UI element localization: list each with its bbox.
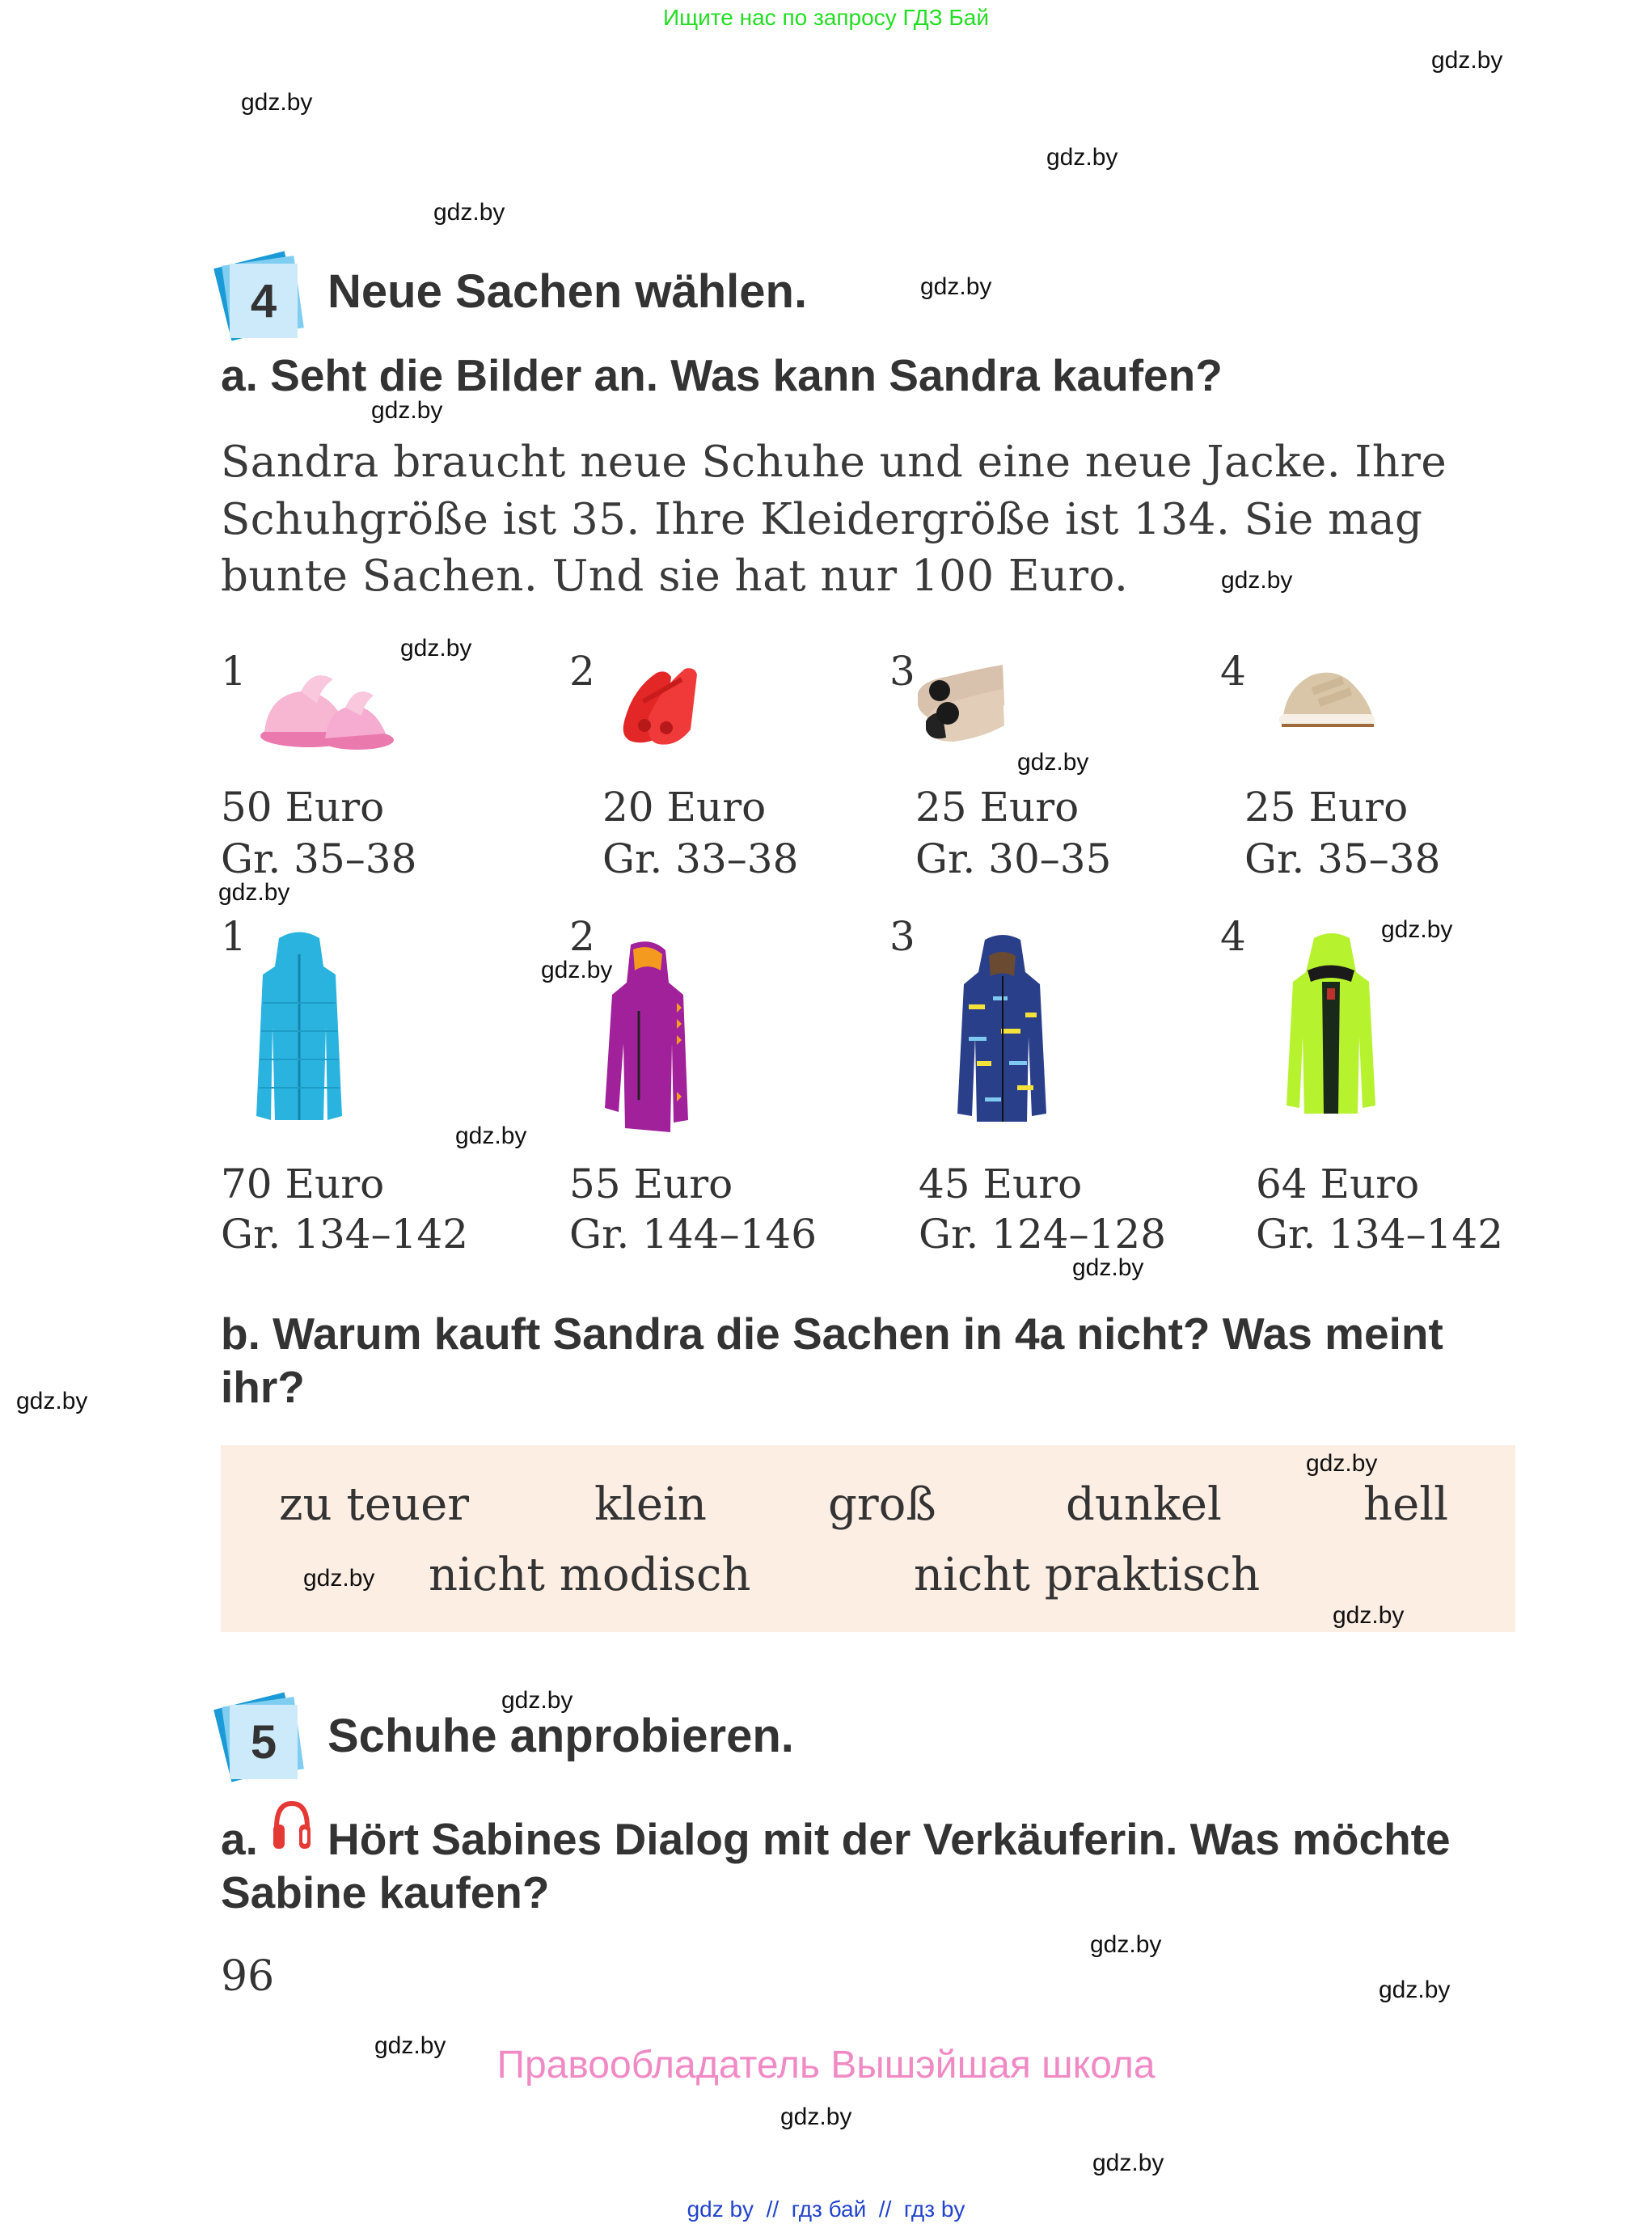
jacket-2-size: Gr. 144–146 bbox=[569, 1211, 818, 1258]
exercise-4a-question: a. Seht die Bilder an. Was kann Sandra kaufen? bbox=[221, 350, 1223, 400]
search-hint-banner: Ищите нас по запросу ГДЗ Бай bbox=[662, 5, 990, 30]
jacket-4-size: Gr. 134–142 bbox=[1256, 1211, 1504, 1258]
shoe-4-size: Gr. 35–38 bbox=[1244, 835, 1441, 882]
footer-links[interactable]: gdz by // гдз бай // гдз by bbox=[687, 2197, 965, 2222]
jacket-3-price: 45 Euro bbox=[919, 1161, 1083, 1207]
shoe-3-price: 25 Euro bbox=[915, 784, 1080, 831]
page-number: 96 bbox=[221, 1952, 275, 2001]
watermark: gdz.by bbox=[16, 1388, 88, 1414]
word-gross: groß bbox=[828, 1478, 936, 1531]
exercise-4-number-badge bbox=[225, 257, 299, 332]
beige-black-ballet-flats-image bbox=[914, 657, 1007, 746]
shoe-1-number: 1 bbox=[221, 648, 247, 695]
gold-velcro-sneakers-image bbox=[1279, 659, 1376, 740]
watermark: gdz.by bbox=[1072, 1254, 1144, 1281]
exercise-5-number-badge bbox=[225, 1698, 299, 1773]
watermark: gdz.by bbox=[1379, 1977, 1451, 2003]
watermark: gdz.by bbox=[455, 1123, 527, 1149]
turquoise-puffer-jacket-image bbox=[255, 930, 344, 1124]
watermark: gdz.by bbox=[1046, 144, 1118, 171]
watermark: gdz.by bbox=[374, 2032, 446, 2059]
shoe-2-number: 2 bbox=[569, 648, 595, 695]
watermark: gdz.by bbox=[241, 89, 313, 116]
watermark: gdz.by bbox=[1221, 567, 1293, 594]
exercise-5-title: Schuhe anprobieren. bbox=[327, 1710, 794, 1762]
jacket-3-size: Gr. 124–128 bbox=[919, 1211, 1167, 1258]
watermark: gdz.by bbox=[920, 273, 992, 300]
watermark: gdz.by bbox=[1431, 47, 1503, 74]
jacket-2-number: 2 bbox=[569, 913, 595, 960]
watermark: gdz.by bbox=[303, 1565, 375, 1592]
watermark: gdz.by bbox=[400, 635, 472, 662]
jacket-1-price: 70 Euro bbox=[221, 1161, 385, 1207]
red-mary-jane-shoes-image bbox=[616, 657, 705, 758]
shoe-1-size: Gr. 35–38 bbox=[221, 835, 417, 882]
exercise-number: 4 bbox=[250, 274, 277, 328]
shoe-4-price: 25 Euro bbox=[1244, 784, 1409, 831]
watermark: gdz.by bbox=[1017, 749, 1089, 776]
shoe-4-number: 4 bbox=[1220, 648, 1246, 695]
watermark: gdz.by bbox=[501, 1687, 573, 1714]
headphones-icon[interactable] bbox=[272, 1799, 312, 1852]
exercise-number: 5 bbox=[250, 1715, 277, 1769]
jacket-3-number: 3 bbox=[889, 913, 915, 960]
word-zu-teuer: zu teuer bbox=[279, 1478, 469, 1531]
exercise-4a-text-line-3: bunte Sachen. Und sie hat nur 100 Euro. bbox=[221, 552, 1129, 601]
watermark: gdz.by bbox=[1090, 1931, 1162, 1958]
purple-ski-jacket-image bbox=[602, 938, 691, 1132]
word-nicht-modisch: nicht modisch bbox=[429, 1549, 751, 1601]
word-dunkel: dunkel bbox=[1066, 1478, 1222, 1531]
watermark: gdz.by bbox=[1306, 1450, 1378, 1477]
word-klein: klein bbox=[594, 1478, 707, 1531]
exercise-4a-text-line-1: Sandra braucht neue Schuhe und eine neue Jacke. Ihre bbox=[221, 438, 1447, 487]
exercise-5a-question-line-1: Hört Sabines Dialog mit der Verkäuferin. Was möchte bbox=[327, 1814, 1451, 1864]
pink-sneakers-image bbox=[252, 659, 398, 756]
shoe-2-size: Gr. 33–38 bbox=[602, 835, 799, 882]
watermark: gdz.by bbox=[780, 2103, 852, 2130]
exercise-4b-question-line-2: ihr? bbox=[221, 1362, 305, 1412]
jacket-1-number: 1 bbox=[221, 913, 247, 960]
watermark: gdz.by bbox=[1333, 1602, 1405, 1629]
jacket-1-size: Gr. 134–142 bbox=[221, 1211, 469, 1258]
exercise-4a-text-line-2: Schuhgröße ist 35. Ihre Kleidergröße ist 134. Sie mag bbox=[221, 495, 1423, 544]
blue-camo-jacket-image bbox=[953, 932, 1050, 1126]
shoe-2-price: 20 Euro bbox=[602, 784, 767, 831]
exercise-5a-prefix: a. bbox=[221, 1814, 258, 1864]
exercise-5a-question-line-2: Sabine kaufen? bbox=[221, 1867, 550, 1917]
jacket-4-number: 4 bbox=[1220, 913, 1246, 960]
lime-green-jacket-image bbox=[1282, 932, 1379, 1118]
watermark: gdz.by bbox=[371, 397, 443, 424]
watermark: gdz.by bbox=[1381, 916, 1453, 943]
copyright-notice: Правообладатель Вышэйшая школа bbox=[496, 2044, 1156, 2087]
watermark: gdz.by bbox=[218, 879, 290, 906]
exercise-4-title: Neue Sachen wählen. bbox=[327, 265, 808, 318]
word-nicht-praktisch: nicht praktisch bbox=[914, 1549, 1261, 1601]
watermark: gdz.by bbox=[541, 957, 613, 983]
jacket-2-price: 55 Euro bbox=[569, 1161, 733, 1207]
shoe-3-size: Gr. 30–35 bbox=[915, 835, 1112, 882]
exercise-4b-question-line-1: b. Warum kauft Sandra die Sachen in 4a nicht? Was meint bbox=[221, 1309, 1443, 1359]
watermark: gdz.by bbox=[1092, 2150, 1164, 2176]
shoe-1-price: 50 Euro bbox=[221, 784, 385, 831]
watermark: gdz.by bbox=[433, 199, 505, 226]
jacket-4-price: 64 Euro bbox=[1256, 1161, 1420, 1207]
word-hell: hell bbox=[1363, 1478, 1449, 1531]
shoe-3-number: 3 bbox=[889, 648, 915, 695]
